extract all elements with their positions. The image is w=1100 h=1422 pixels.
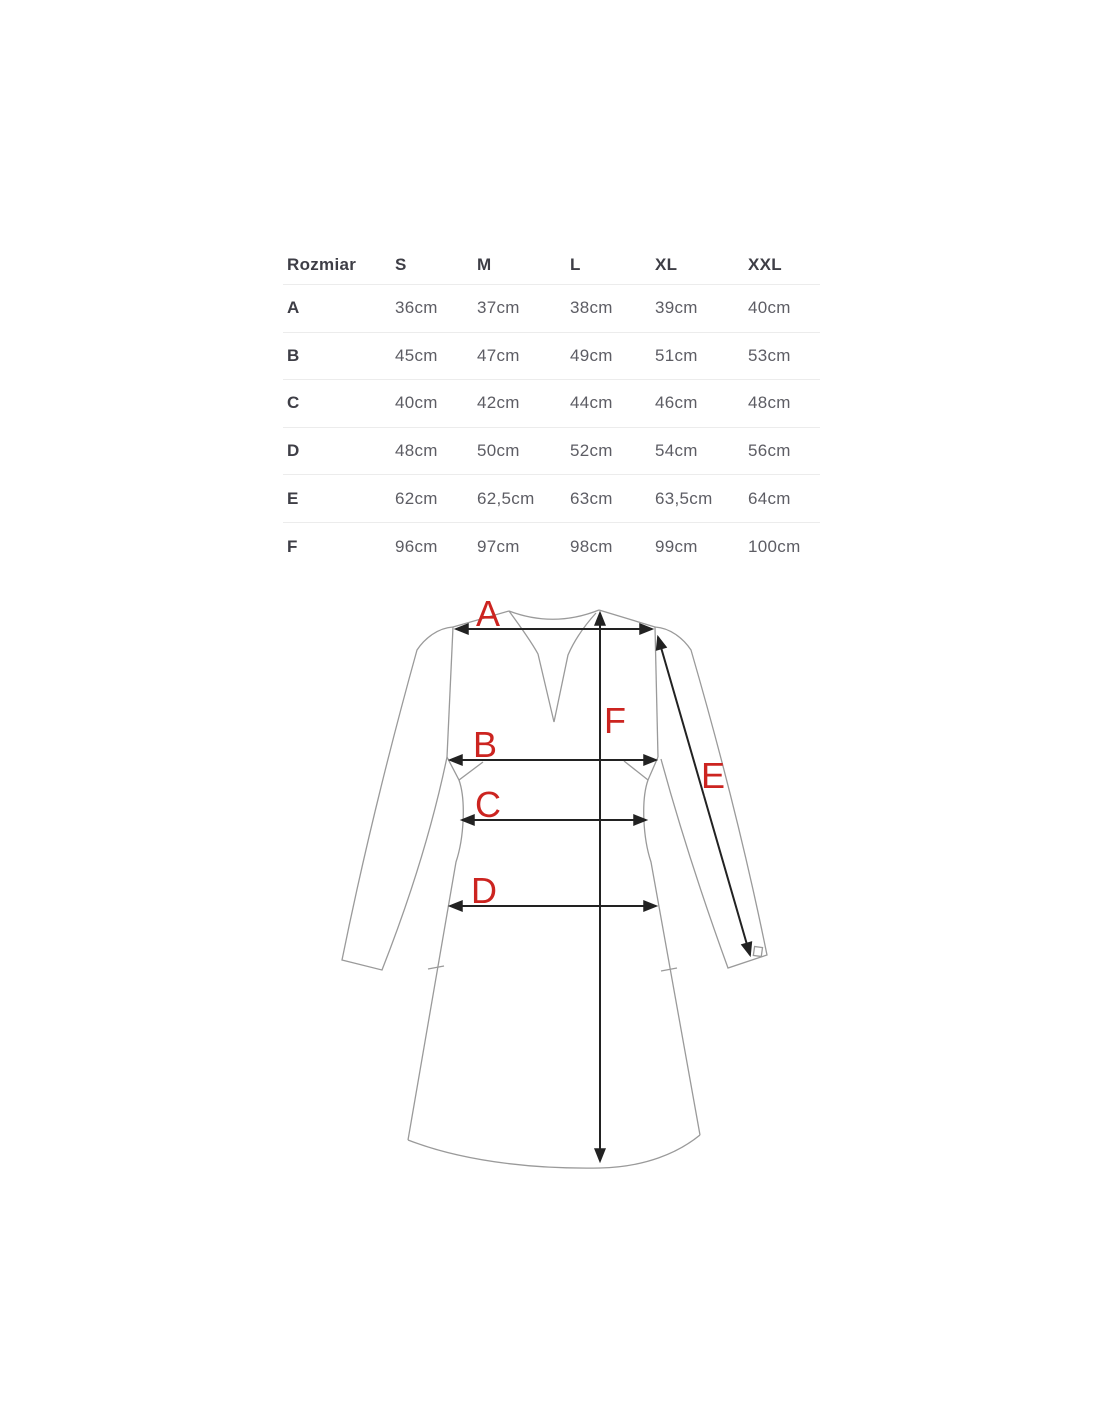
- row-label: F: [287, 536, 298, 556]
- dimension-label-b: B: [473, 724, 498, 765]
- column-header-m: M: [477, 254, 492, 274]
- cell: 46cm: [655, 393, 698, 413]
- dimension-arrow-e: [704, 796, 750, 955]
- column-header-xl: XL: [655, 254, 678, 274]
- cell: 47cm: [477, 345, 520, 365]
- dimension-label-f: F: [604, 700, 626, 741]
- cell: 40cm: [395, 393, 438, 413]
- dimension-labels: [471, 593, 725, 911]
- column-header-xxl: XXL: [748, 254, 782, 274]
- right-pocket-notch: [661, 968, 677, 971]
- cell: 56cm: [748, 441, 791, 461]
- cell: 44cm: [570, 393, 613, 413]
- cell: 50cm: [477, 441, 520, 461]
- right-shoulder-seam: [599, 610, 655, 627]
- cell: 100cm: [748, 536, 801, 556]
- cell: 42cm: [477, 393, 520, 413]
- hem-curve: [408, 1135, 700, 1168]
- cell: 52cm: [570, 441, 613, 461]
- left-sleeve-outline: [342, 627, 453, 970]
- cell: 37cm: [477, 298, 520, 318]
- cell: 36cm: [395, 298, 438, 318]
- cell: 99cm: [655, 536, 698, 556]
- right-waist-skirt-seam: [644, 780, 700, 1135]
- v-notch: [509, 611, 596, 722]
- bodice-left-edge: [447, 627, 453, 757]
- cell: 97cm: [477, 536, 520, 556]
- cell: 48cm: [748, 393, 791, 413]
- cell: 48cm: [395, 441, 438, 461]
- cell: 62cm: [395, 488, 438, 508]
- row-label: D: [287, 441, 300, 461]
- cell: 40cm: [748, 298, 791, 318]
- dimension-label-c: C: [475, 784, 501, 825]
- dimension-label-d: D: [471, 870, 497, 911]
- dress-outline: [342, 610, 767, 1168]
- bodice-right-edge: [655, 627, 658, 757]
- cell: 54cm: [655, 441, 698, 461]
- cell: 45cm: [395, 345, 438, 365]
- column-header-size: Rozmiar: [287, 254, 357, 274]
- right-sleeve-outline: [655, 627, 767, 968]
- neckline-curve: [509, 610, 599, 619]
- cell: 96cm: [395, 536, 438, 556]
- cell: 38cm: [570, 298, 613, 318]
- row-label: E: [287, 488, 299, 508]
- cell: 49cm: [570, 345, 613, 365]
- cell: 63,5cm: [655, 488, 713, 508]
- cell: 64cm: [748, 488, 791, 508]
- left-waist-skirt-seam: [408, 780, 463, 1140]
- column-header-s: S: [395, 254, 407, 274]
- column-header-l: L: [570, 254, 581, 274]
- left-pocket-notch: [428, 966, 444, 969]
- cell: 62,5cm: [477, 488, 535, 508]
- cell: 39cm: [655, 298, 698, 318]
- row-label: C: [287, 393, 300, 413]
- e-end-square-mark: [753, 946, 762, 956]
- cell: 51cm: [655, 345, 698, 365]
- dimension-label-e: E: [701, 755, 726, 796]
- cell: 53cm: [748, 345, 791, 365]
- cell: 98cm: [570, 536, 613, 556]
- cell: 63cm: [570, 488, 613, 508]
- row-label: B: [287, 345, 300, 365]
- row-label: A: [287, 298, 300, 318]
- dimension-label-a: A: [476, 593, 501, 634]
